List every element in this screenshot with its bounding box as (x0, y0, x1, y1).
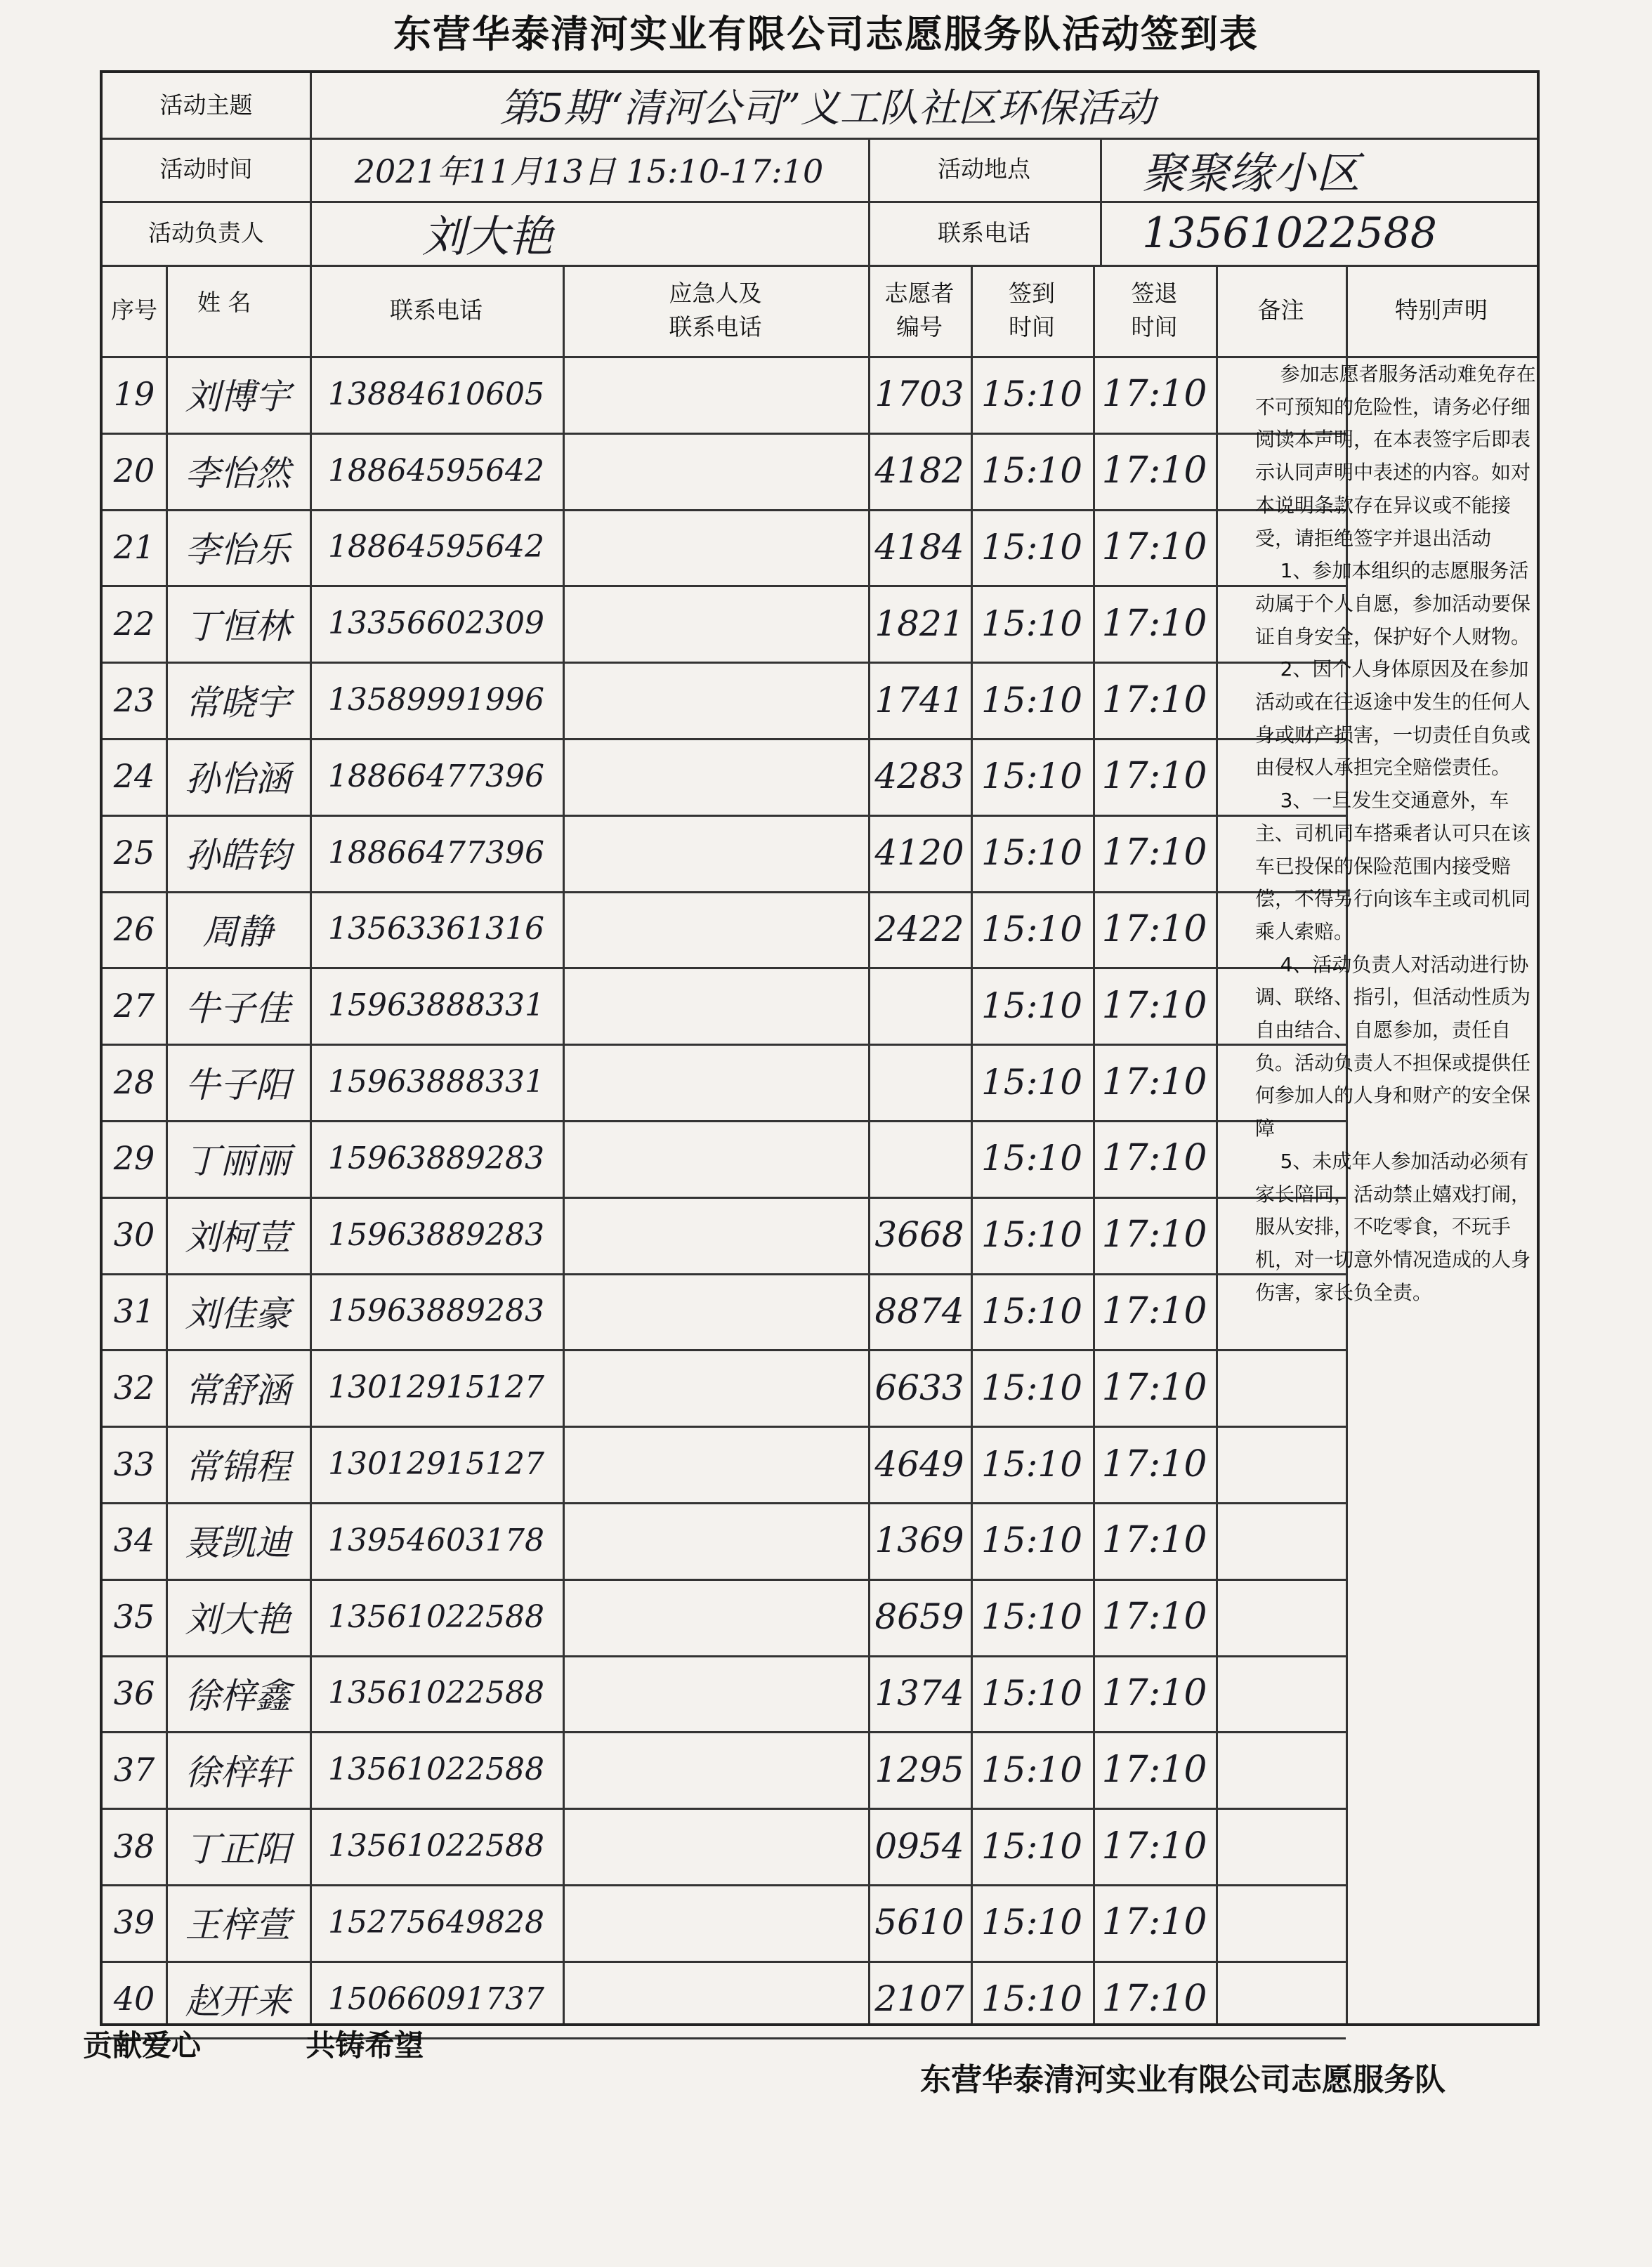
row-number: 19 (113, 375, 155, 414)
row-phone: 15066091737 (328, 1980, 544, 2017)
row-number: 35 (113, 1598, 155, 1636)
row-number: 34 (113, 1521, 155, 1560)
row-name: 孙皓钧 (185, 835, 291, 876)
row-volunteer-id: 6633 (874, 1367, 964, 1408)
row-name: 刘佳豪 (185, 1293, 291, 1334)
row-remark (1216, 1808, 1346, 1884)
row-signin-time: 15:10 (981, 374, 1083, 415)
row-signin-time: 15:10 (981, 1367, 1083, 1408)
row-volunteer-id (868, 1120, 971, 1197)
row-emergency (563, 1808, 868, 1884)
row-signout-time: 17:10 (1101, 1596, 1207, 1638)
col-header-no: 序号 (111, 296, 157, 324)
organization-name: 东营华泰清河实业有限公司志愿服务队 (920, 2062, 1446, 2098)
row-phone: 15963888331 (328, 1064, 544, 1100)
row-volunteer-id: 4120 (874, 832, 964, 874)
row-name: 丁正阳 (185, 1828, 291, 1870)
row-number: 23 (113, 681, 155, 719)
row-emergency (563, 1961, 868, 2037)
row-signin-time: 15:10 (981, 1290, 1083, 1332)
row-remark (1216, 1731, 1346, 1808)
row-phone: 13589991996 (328, 682, 544, 718)
row-signout-time: 17:10 (1101, 1748, 1207, 1791)
col-header-phone: 联系电话 (390, 296, 483, 324)
row-volunteer-id: 4283 (874, 756, 964, 797)
contact-label: 联系电话 (938, 218, 1030, 247)
row-volunteer-id: 3668 (874, 1214, 964, 1256)
row-name: 聂凯迪 (185, 1523, 291, 1564)
row-name: 王梓萱 (185, 1905, 291, 1946)
row-signout-time: 17:10 (1101, 907, 1207, 950)
statement-item-5: 5、未成年人参加活动必须有家长陪同，活动禁止嬉戏打闹，服从安排，不吃零食，不玩手机，对一切意外情况造成的人身伤害，家长负全责。 (1255, 1149, 1531, 1304)
row-name: 常舒涵 (185, 1369, 291, 1411)
row-signout-time: 17:10 (1101, 832, 1207, 874)
leader-label: 活动负责人 (148, 218, 264, 247)
row-emergency (563, 738, 868, 815)
row-volunteer-id: 8659 (874, 1596, 964, 1638)
row-volunteer-id: 1703 (874, 374, 964, 415)
row-signout-time: 17:10 (1101, 602, 1207, 645)
row-emergency (563, 509, 868, 586)
row-signout-time: 17:10 (1101, 1137, 1207, 1180)
row-name: 徐梓轩 (185, 1752, 291, 1793)
row-emergency (563, 891, 868, 968)
row-name: 常锦程 (185, 1446, 291, 1487)
row-remark (1216, 1579, 1346, 1655)
col-header-name: 姓 名 (197, 289, 251, 316)
row-volunteer-id: 4182 (874, 450, 964, 492)
row-phone: 13561022588 (328, 1752, 544, 1788)
theme-label: 活动主题 (159, 91, 253, 119)
row-number: 20 (113, 452, 155, 490)
row-number: 21 (113, 527, 155, 566)
row-name: 丁丽丽 (185, 1141, 291, 1182)
row-number: 22 (113, 604, 155, 643)
row-volunteer-id (868, 1044, 971, 1120)
row-signin-time: 15:10 (981, 1825, 1083, 1867)
row-volunteer-id: 1295 (874, 1749, 964, 1790)
row-signin-time: 15:10 (981, 450, 1083, 492)
place-label: 活动地点 (938, 155, 1030, 183)
row-name: 孙怡涵 (185, 758, 291, 800)
time-value: 2021年11月13日 15:10-17:10 (354, 152, 824, 190)
row-name: 周静 (202, 911, 273, 952)
row-name: 赵开来 (185, 1981, 291, 2023)
row-phone: 15275649828 (328, 1904, 544, 1940)
row-remark (1216, 1349, 1346, 1426)
row-signin-time: 15:10 (981, 1061, 1083, 1103)
row-name: 牛子佳 (185, 987, 291, 1029)
row-signin-time: 15:10 (981, 1902, 1083, 1943)
row-name: 丁恒林 (185, 605, 291, 647)
row-phone: 18866477396 (328, 758, 544, 794)
row-phone: 13561022588 (328, 1598, 544, 1635)
row-signout-time: 17:10 (1101, 1289, 1207, 1332)
row-remark (1216, 1884, 1346, 1961)
row-name: 刘柯荳 (185, 1217, 291, 1259)
row-phone: 13563361316 (328, 911, 544, 947)
row-signin-time: 15:10 (981, 1443, 1083, 1485)
row-number: 24 (113, 757, 155, 796)
row-phone: 13356602309 (328, 605, 544, 642)
row-phone: 13012915127 (328, 1446, 544, 1483)
row-volunteer-id: 4184 (874, 526, 964, 567)
row-signout-time: 17:10 (1101, 755, 1207, 798)
row-volunteer-id: 1374 (874, 1672, 964, 1714)
col-header-signin: 签到 时间 (1009, 280, 1055, 341)
row-phone: 13884610605 (328, 376, 544, 412)
row-signout-time: 17:10 (1101, 984, 1207, 1027)
row-signin-time: 15:10 (981, 1978, 1083, 2020)
row-number: 37 (113, 1750, 155, 1789)
row-phone: 15963889283 (328, 1216, 544, 1253)
row-signout-time: 17:10 (1101, 1671, 1207, 1714)
row-emergency (563, 1502, 868, 1579)
row-signin-time: 15:10 (981, 1749, 1083, 1790)
row-signout-time: 17:10 (1101, 1978, 1207, 2020)
row-signout-time: 17:10 (1101, 678, 1207, 721)
place-value: 聚聚缘小区 (1142, 147, 1361, 199)
row-phone: 13954603178 (328, 1522, 544, 1558)
col-header-statement: 特别声明 (1395, 296, 1488, 324)
row-number: 36 (113, 1674, 155, 1712)
row-phone: 15963889283 (328, 1140, 544, 1176)
special-statement (1255, 358, 1536, 1309)
row-volunteer-id: 1821 (874, 603, 964, 644)
row-signin-time: 15:10 (981, 756, 1083, 797)
contact-value: 13561022588 (1142, 208, 1437, 258)
row-signin-time: 15:10 (981, 1596, 1083, 1638)
row-emergency (563, 1120, 868, 1197)
statement-item-4: 4、活动负责人对活动进行协调、联络、指引，但活动性质为自由结合、自愿参加，责任自负。活动负责人不担保或提供任何参加人的人身和财产的安全保障 (1255, 952, 1531, 1141)
row-emergency (563, 1884, 868, 1961)
row-volunteer-id: 2107 (874, 1978, 964, 2020)
row-signin-time: 15:10 (981, 526, 1083, 567)
row-signin-time: 15:10 (981, 832, 1083, 874)
row-signout-time: 17:10 (1101, 1366, 1207, 1409)
row-number: 30 (113, 1216, 155, 1254)
row-signout-time: 17:10 (1101, 1214, 1207, 1256)
row-name: 李怡然 (185, 453, 291, 494)
row-volunteer-id: 0954 (874, 1825, 964, 1867)
statement-item-3: 3、一旦发生交通意外，车主、司机同车搭乘者认可只在该车已投保的保险范围内接受赔偿，不得另行向该车主或司机同乘人索赔。 (1255, 789, 1531, 943)
row-volunteer-id: 1741 (874, 679, 964, 721)
row-volunteer-id: 4649 (874, 1443, 964, 1485)
row-phone: 18866477396 (328, 834, 544, 871)
row-emergency (563, 967, 868, 1044)
row-phone: 15963888331 (328, 987, 544, 1024)
row-remark (1216, 1655, 1346, 1732)
slogan-left: 贡献爱心 (83, 2028, 202, 2063)
row-emergency (563, 585, 868, 662)
row-signout-time: 17:10 (1101, 1443, 1207, 1485)
page-title: 东营华泰清河实业有限公司志愿服务队活动签到表 (393, 12, 1259, 56)
time-label: 活动时间 (159, 155, 253, 183)
row-number: 39 (113, 1903, 155, 1942)
row-number: 33 (113, 1445, 155, 1483)
row-emergency (563, 815, 868, 891)
row-signout-time: 17:10 (1101, 1519, 1207, 1562)
row-phone: 18864595642 (328, 529, 544, 565)
row-emergency (563, 433, 868, 509)
row-emergency (563, 1731, 868, 1808)
row-volunteer-id: 8874 (874, 1290, 964, 1332)
slogan (83, 2023, 424, 2065)
row-name: 徐梓鑫 (185, 1675, 291, 1716)
row-volunteer-id: 1369 (874, 1520, 964, 1561)
row-signout-time: 17:10 (1101, 525, 1207, 568)
theme-value: 第5期“清河公司”义工队社区环保活动 (499, 86, 1155, 131)
row-phone: 13561022588 (328, 1675, 544, 1711)
row-emergency (563, 1579, 868, 1655)
row-name: 牛子阳 (185, 1064, 291, 1105)
row-signin-time: 15:10 (981, 1214, 1083, 1256)
row-emergency (563, 1655, 868, 1732)
row-signin-time: 15:10 (981, 985, 1083, 1026)
row-signout-time: 17:10 (1101, 373, 1207, 416)
row-phone: 13012915127 (328, 1369, 544, 1406)
row-signin-time: 15:10 (981, 679, 1083, 721)
row-remark (1216, 1961, 1346, 2037)
row-emergency (563, 356, 868, 433)
leader-value: 刘大艳 (422, 211, 553, 262)
row-remark (1216, 1502, 1346, 1579)
statement-item-1: 1、参加本组织的志愿服务活动属于个人自愿，参加活动要保证自身安全，保护好个人财物。 (1255, 559, 1531, 648)
row-phone: 15963889283 (328, 1293, 544, 1329)
col-header-vol-id: 志愿者 编号 (884, 280, 955, 341)
row-signin-time: 15:10 (981, 1672, 1083, 1714)
row-emergency (563, 1349, 868, 1426)
row-signout-time: 17:10 (1101, 1060, 1207, 1103)
row-number: 38 (113, 1827, 155, 1865)
col-header-signout: 签退 时间 (1131, 280, 1178, 341)
row-signout-time: 17:10 (1101, 1825, 1207, 1867)
row-emergency (563, 662, 868, 738)
row-remark (1216, 1426, 1346, 1502)
row-number: 28 (113, 1063, 155, 1101)
row-emergency (563, 1273, 868, 1350)
col-header-emergency: 应急人及 联系电话 (669, 280, 762, 341)
row-number: 31 (113, 1292, 155, 1330)
slogan-right: 共铸希望 (306, 2028, 424, 2063)
row-phone: 13561022588 (328, 1828, 544, 1865)
row-name: 刘博宇 (185, 376, 291, 418)
row-signin-time: 15:10 (981, 603, 1083, 644)
row-name: 常晓宇 (185, 682, 291, 723)
statement-intro: 参加志愿者服务活动难免存在不可预知的危险性，请务必仔细阅读本声明，在本表签字后即表示认同声明中表述的内容。如对本说明条款存在异议或不能接受，请拒绝签字并退出活动 (1255, 362, 1536, 550)
row-volunteer-id (868, 967, 971, 1044)
row-number: 25 (113, 834, 155, 872)
row-volunteer-id: 5610 (874, 1902, 964, 1943)
row-signin-time: 15:10 (981, 1138, 1083, 1179)
row-name: 李怡乐 (185, 529, 291, 570)
row-signout-time: 17:10 (1101, 449, 1207, 492)
row-number: 29 (113, 1139, 155, 1178)
row-phone: 18864595642 (328, 452, 544, 489)
row-signin-time: 15:10 (981, 908, 1083, 949)
row-signout-time: 17:10 (1101, 1901, 1207, 1944)
row-emergency (563, 1426, 868, 1502)
row-name: 刘大艳 (185, 1599, 291, 1641)
row-number: 40 (113, 1980, 155, 2018)
row-number: 27 (113, 986, 155, 1025)
row-emergency (563, 1044, 868, 1120)
row-number: 32 (113, 1368, 155, 1407)
row-signin-time: 15:10 (981, 1520, 1083, 1561)
col-header-remark: 备注 (1257, 296, 1304, 324)
row-number: 26 (113, 909, 155, 948)
row-emergency (563, 1197, 868, 1273)
row-volunteer-id: 2422 (874, 908, 964, 949)
statement-item-2: 2、因个人身体原因及在参加活动或在往返途中发生的任何人身或财产损害，一切责任自负或由侵权人承担完全赔偿责任。 (1255, 657, 1531, 780)
